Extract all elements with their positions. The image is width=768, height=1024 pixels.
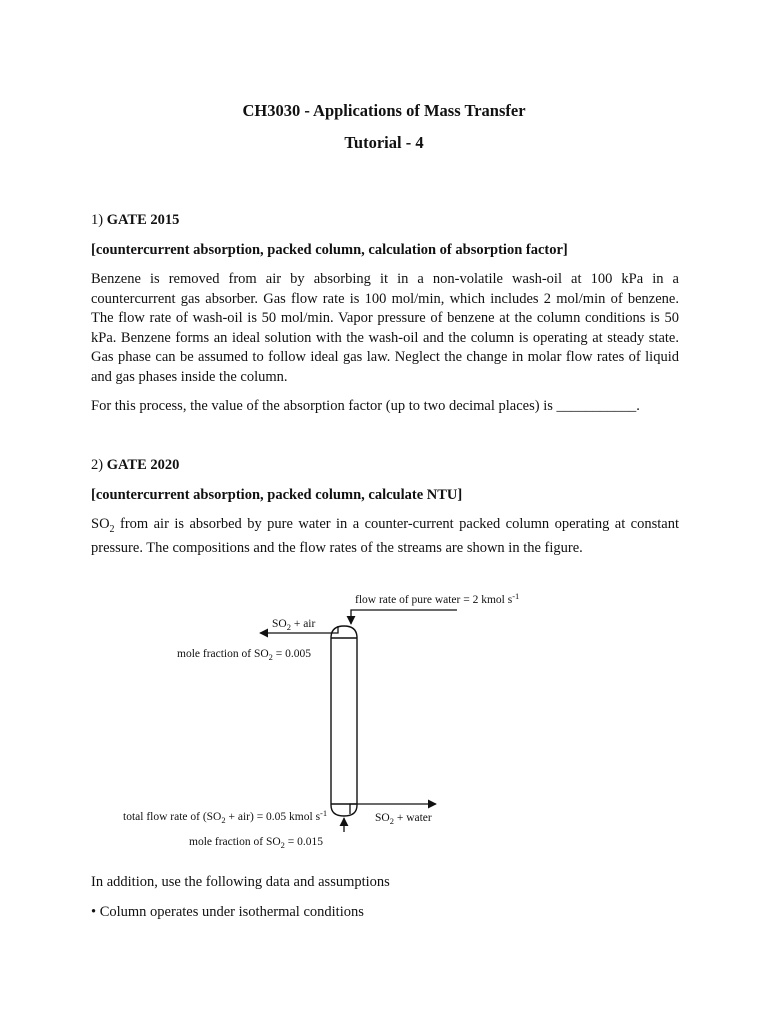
gas-inlet-label: total flow rate of $(SO_2 + air) = 0.05$ kmol $s^{-1}$ <box>123 808 328 825</box>
q1-topic: [countercurrent absorption, packed column, calculation of absorption factor] <box>91 242 568 258</box>
column-shell <box>331 626 357 816</box>
water-inlet-label: flow rate of pure water = 2 kmol $s^{-1}$ <box>355 591 520 606</box>
course-title: CH3030 - Applications of Mass Transfer <box>242 101 526 120</box>
q1-heading <box>91 212 179 229</box>
tutorial-title: Tutorial - 4 <box>344 133 424 152</box>
q1-body: Benzene is removed from air by absorbing it in a non-volatile wash-oil at 100 kPa in a countercurrent gas absorber. Gas flow rate is 100 mol/min, which includes 2 mol/min of benzene. The flow rate of wash-oil is 50 mol/min. Vapor pressure of benzene at the column conditions is 50 kPa. Benzene forms an ideal solution with the wash-oil and the column is operating at steady state. Gas phase can be assumed to follow ideal gas law. Neglect the change in molar flow rates of liquid and gas phases inside the column. <box>91 271 679 385</box>
q2-addition: In addition, use the following data and assumptions <box>91 874 390 890</box>
q2-source: GATE 2020 <box>106 457 180 473</box>
q1-question: For this process, the value of the absorption factor (up to two decimal places) is ___________. <box>91 398 640 414</box>
gas-outlet-label: $SO_2$ + air <box>272 618 316 632</box>
packed-column-diagram <box>0 580 768 860</box>
liquid-outlet-label: $SO_2$ + water <box>375 812 432 826</box>
gas-outlet-fraction: mole fraction of $SO_2 = 0.005$ <box>177 648 312 662</box>
q1-number: 1) <box>91 212 104 228</box>
q2-bullet-1: • Column operates under isothermal conditions <box>91 904 364 920</box>
water-inlet-arrow <box>351 610 457 624</box>
q2-body: $SO_2$ from air is absorbed by pure water in a counter-current packed column operating at constant pressure. The compositions and the flow rates of the streams are shown in the figure. <box>91 516 679 557</box>
q2-number: 2) <box>91 457 104 473</box>
gas-inlet-fraction: mole fraction of $SO_2 = 0.015$ <box>189 836 324 850</box>
q1-source: GATE 2015 <box>106 212 180 228</box>
q2-topic: [countercurrent absorption, packed column, calculate NTU] <box>91 487 463 503</box>
q2-heading <box>91 457 179 474</box>
